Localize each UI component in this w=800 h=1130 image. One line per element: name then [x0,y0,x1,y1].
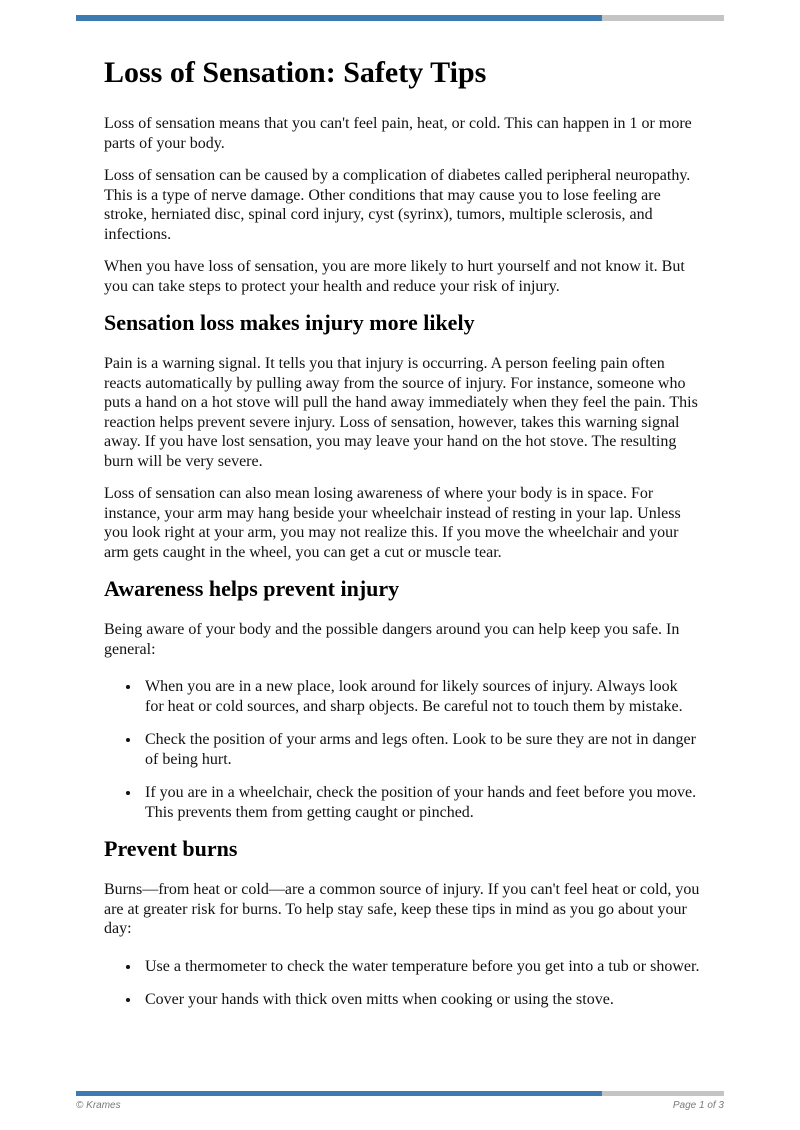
bullet-item: • If you are in a wheelchair, check the position of your hands and feet before you move. This prevents them from getting caught or pinched. [141,783,700,822]
section-heading: Prevent burns [104,836,238,861]
intro-paragraph: When you have loss of sensation, you are more likely to hurt yourself and not know it. But you can take steps to protect your health and reduce your risk of injury. [104,258,685,295]
body-paragraph: Burns—from heat or cold—are a common source of injury. If you can't feel heat or cold, you are at greater risk for burns. To help stay safe, keep these tips in mind as you go about your day: [104,881,700,937]
bullet-item: • When you are in a new place, look around for likely sources of injury. Always look for heat or cold sources, and sharp objects. Be careful not to touch them by mistake. [141,677,700,716]
document-body [104,56,700,1024]
body-paragraph: Being aware of your body and the possible dangers around you can help keep you safe. In general: [104,621,680,658]
bullet-item: • Check the position of your arms and legs often. Look to be sure they are not in danger of being hurt. [141,730,700,769]
footer-copyright: © Krames [76,1100,121,1111]
body-paragraph: Loss of sensation can also mean losing awareness of where your body is in space. For instance, your arm may hang beside your wheelchair instead of resting in your lap. Unless you look right at your arm, you may not realize this. If you move the wheelchair and your arm gets caught in the wheel, you can get a cut or muscle tear. [104,485,681,561]
section-heading: Awareness helps prevent injury [104,576,400,601]
footer-divider-blue-segment [76,1091,602,1096]
bullet-list [104,957,700,1010]
bullet-list [104,677,700,822]
bullet-item: • Use a thermometer to check the water temperature before you get into a tub or shower. [141,957,700,977]
body-paragraph: Pain is a warning signal. It tells you that injury is occurring. A person feeling pain often reacts automatically by pulling away from the source of injury. For instance, someone who puts a hand on a hot stove will pull the hand away immediately when they feel the pain. This reaction helps prevent severe injury. Loss of sensation, however, takes this warning signal away. If you have lost sensation, you may leave your hand on the hot stove. The resulting burn will be very severe. [104,355,698,470]
intro-paragraph: Loss of sensation can be caused by a complication of diabetes called peripheral neuropathy. This is a type of nerve damage. Other conditions that may cause you to lose feeling are stroke, herniated disc, spinal cord injury, cyst (syrinx), tumors, multiple sclerosis, and infections. [104,167,691,243]
intro-paragraph: Loss of sensation means that you can't feel pain, heat, or cold. This can happen in 1 or more parts of your body. [104,115,692,152]
header-divider [76,15,724,21]
footer-page-number: Page 1 of 3 [672,1100,724,1111]
header-divider-gray-segment [602,15,724,21]
section-awareness [104,576,700,822]
section-sensation-loss [104,310,700,562]
page-title: Loss of Sensation: Safety Tips [104,56,487,89]
header-divider-blue-segment [76,15,602,21]
footer-divider [76,1091,724,1096]
bullet-item: • Cover your hands with thick oven mitts when cooking or using the stove. [141,990,700,1010]
footer [76,1100,724,1111]
section-prevent-burns [104,836,700,1010]
section-heading: Sensation loss makes injury more likely [104,310,475,335]
footer-divider-gray-segment [602,1091,724,1096]
